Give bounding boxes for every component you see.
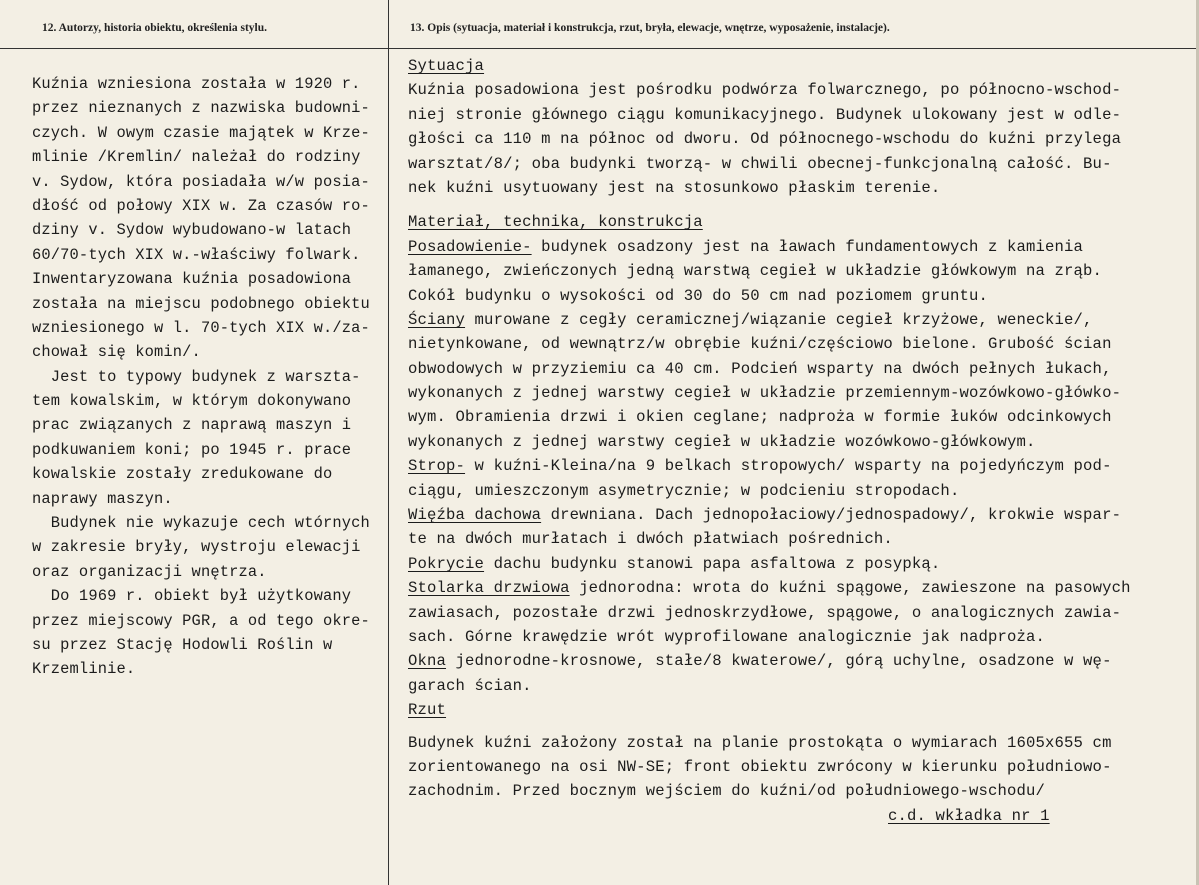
history-line: podkuwaniem koni; po 1945 r. prace — [32, 440, 352, 459]
history-line: Jest to typowy budynek z warszta- — [32, 367, 361, 386]
history-line: Do 1969 r. obiekt był użytkowany — [32, 587, 352, 606]
history-line: v. Sydow, która posiadała w/w posia- — [32, 172, 370, 191]
strop-label: Strop- — [408, 457, 466, 476]
text-line: ciągu, umieszczonym asymetrycznie; w podcieniu stropodach. — [408, 481, 960, 500]
text-line: niej stronie głównego ciągu komunikacyjnego. Budynek ulokowany jest w odle- — [408, 105, 1122, 124]
sciany-line — [408, 308, 1198, 332]
text-line: obwodowych w przyziemiu ca 40 cm. Podcień wsparty na dwóch pełnych łukach, — [408, 359, 1112, 378]
history-line: wzniesionego w l. 70-tych XIX w./za- — [32, 318, 370, 337]
text-line: sach. Górne krawędzie wrót wyprofilowane analogicznie jak nadproża. — [408, 627, 1046, 646]
history-line: naprawy maszyn. — [32, 489, 173, 508]
text-line: wykonanych z jednej warstwy cegieł w układzie przemiennym-wozówkowo-główko- — [408, 384, 1122, 403]
text-run: jednorodna: wrota do kuźni spągowe, zawieszone na pasowych — [569, 579, 1131, 598]
history-line: Kuźnia wzniesiona została w 1920 r. — [32, 75, 361, 93]
wiezba-label: Więźba dachowa — [408, 506, 542, 525]
continuation-note — [408, 804, 1198, 828]
text-line: zawiasach, pozostałe drzwi jednoskrzydłowe, spągowe, o analogicznych zawia- — [408, 603, 1122, 622]
strop-line — [408, 454, 1198, 478]
stolarka-label: Stolarka drzwiowa — [408, 579, 570, 598]
history-line: mlinie /Kremlin/ należał do rodziny — [32, 148, 361, 167]
text-run: w kuźni-Kleina/na 9 belkach stropowych/ wsparty na pojedyńczym pod- — [465, 457, 1112, 476]
history-line: oraz organizacji wnętrza. — [32, 562, 267, 581]
history-line: tem kowalskim, w którym dokonywano — [32, 392, 352, 411]
text-line: wykonanych z jednej warstwy cegieł w układzie wozówkowo-główkowym. — [408, 432, 1036, 451]
description-column — [408, 54, 1198, 828]
text-run: dachu budynku stanowi papa asfaltowa z posypką. — [484, 554, 941, 573]
text-line: te na dwóch murłatach i dwóch płatwiach pośrednich. — [408, 530, 893, 549]
pokrycie-line — [408, 552, 1198, 576]
okna-line — [408, 649, 1198, 673]
history-line: prac związanych z naprawą maszyn i — [32, 416, 352, 435]
wiezba-line — [408, 503, 1198, 527]
history-line: Krzemlinie. — [32, 660, 136, 679]
sytuacja-text — [408, 78, 1198, 200]
text-run: drewniana. Dach jednopołaciowy/jednospadowy/, krokwie wspar- — [541, 506, 1122, 525]
okna-label: Okna — [408, 652, 447, 671]
spacer — [408, 723, 1198, 731]
history-line: została na miejscu podobnego obiektu — [32, 294, 370, 313]
text-run: jednorodne-krosnowe, stałe/8 kwaterowe/, górą uchylne, osadzone w wę- — [446, 652, 1112, 671]
stolarka-line — [408, 576, 1198, 600]
text-line: warsztat/8/; oba budynki tworzą- w chwili obecnej-funkcjonalną całość. Bu- — [408, 154, 1112, 173]
history-line: dziny v. Sydow wybudowano-w latach — [32, 221, 352, 240]
history-line: czych. W owym czasie majątek w Krze- — [32, 123, 370, 142]
text-line: głości ca 110 m na północ od dworu. Od północnego-wschodu do kuźni przylega — [408, 130, 1122, 149]
text-line: zachodnim. Przed bocznym wejściem do kuźni/od południowego-wschodu/ — [408, 782, 1046, 801]
history-line: Budynek nie wykazuje cech wtórnych — [32, 514, 370, 533]
text-line: Budynek kuźni założony został na planie prostokąta o wymiarach 1605x655 cm — [408, 733, 1112, 752]
text-line: Cokół budynku o wysokości od 30 do 50 cm nad poziomem gruntu. — [408, 286, 988, 305]
posadowienie-label: Posadowienie- — [408, 237, 532, 256]
material-heading: Materiał, technika, konstrukcja — [408, 213, 703, 232]
history-line: 60/70-tych XIX w.-właściwy folwark. — [32, 245, 361, 264]
history-line: su przez Stację Hodowli Roślin w — [32, 635, 333, 654]
section-12-header: 12. Autorzy, historia obiektu, określenia stylu. — [42, 22, 268, 34]
history-line: kowalskie zostały zredukowane do — [32, 465, 333, 484]
history-column — [32, 72, 384, 682]
text-run: budynek osadzony jest na ławach fundamentowych z kamienia — [531, 237, 1084, 256]
text-line: nietynkowane, od wewnątrz/w obrębie kuźni/częściowo bielone. Grubość ścian — [408, 335, 1112, 354]
text-line: nek kuźni usytuowany jest na stosunkowo płaskim terenie. — [408, 178, 941, 197]
sytuacja-heading: Sytuacja — [408, 57, 485, 75]
header-divider — [0, 48, 1199, 49]
pokrycie-label: Pokrycie — [408, 554, 485, 573]
history-line: w zakresie bryły, wystroju elewacji — [32, 538, 361, 557]
rzut-heading: Rzut — [408, 701, 447, 720]
history-line: dłość od połowy XIX w. Za czasów ro- — [32, 196, 370, 215]
text-line: wym. Obramienia drzwi i okien ceglane; nadproża w formie łuków odcinkowych — [408, 408, 1112, 427]
history-line: Inwentaryzowana kuźnia posadowiona — [32, 270, 352, 289]
continuation-text: c.d. wkładka nr 1 — [888, 806, 1050, 825]
spacer — [408, 200, 1198, 210]
text-line: zorientowanego na osi NW-SE; front obiektu zwrócony w kierunku południowo- — [408, 757, 1112, 776]
section-13-header: 13. Opis (sytuacja, materiał i konstrukcja, rzut, bryła, elewacje, wnętrze, wyposażenie, instalacje). — [410, 22, 890, 34]
sciany-label: Ściany — [408, 310, 466, 329]
posadowienie-line — [408, 235, 1198, 259]
history-line: przez miejscowy PGR, a od tego okre- — [32, 611, 370, 630]
text-line: Kuźnia posadowiona jest pośrodku podwórza folwarcznego, po północno-wschod- — [408, 81, 1122, 100]
history-line: przez nieznanych z nazwiska budowni- — [32, 99, 370, 118]
column-divider — [388, 0, 389, 885]
text-line: garach ścian. — [408, 676, 532, 695]
text-run: murowane z cegły ceramicznej/wiązanie cegieł krzyżowe, weneckie/, — [465, 310, 1093, 329]
history-line: chował się komin/. — [32, 343, 201, 362]
text-line: łamanego, zwieńczonych jedną warstwą cegieł w układzie główkowym na zrąb. — [408, 262, 1103, 281]
